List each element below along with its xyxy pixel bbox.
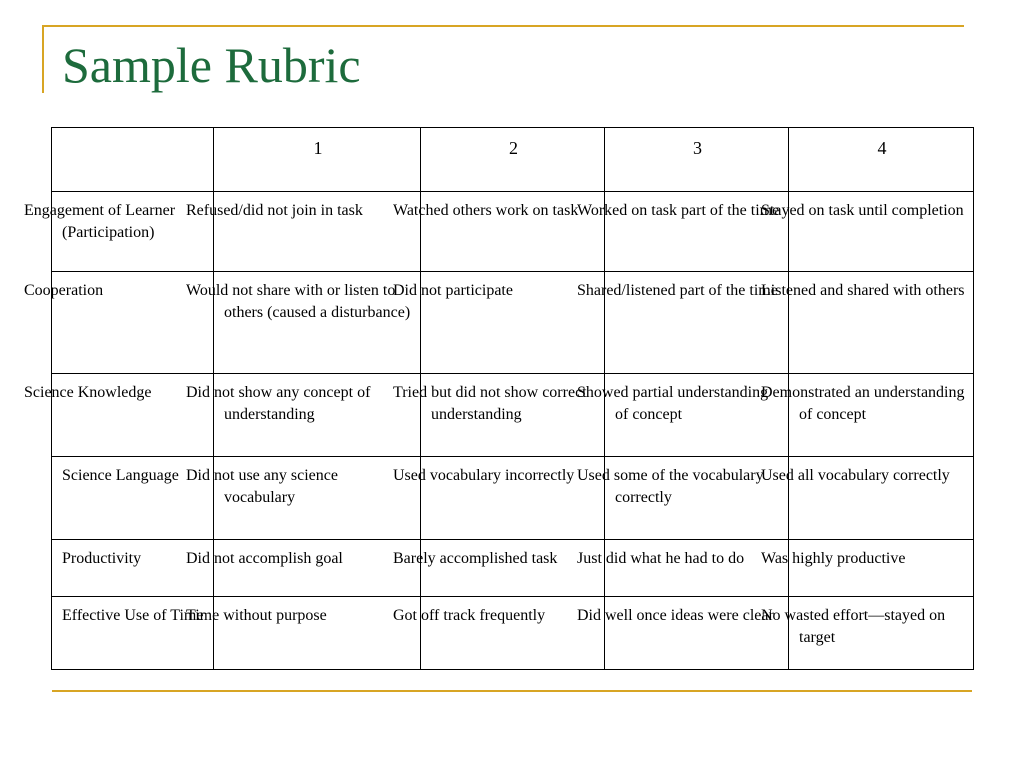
criterion-cell: Cooperation <box>52 272 214 374</box>
table-cell: Used some of the vocabulary correctly <box>605 457 789 540</box>
table-row <box>52 597 974 670</box>
table-cell: Would not share with or listen to others (caused a disturbance) <box>214 272 421 374</box>
table-cell: Used vocabulary incorrectly <box>421 457 605 540</box>
frame-left-rule <box>42 25 44 93</box>
table-cell: Did well once ideas were clear <box>605 597 789 670</box>
table-row <box>52 192 974 272</box>
table-cell: Demonstrated an understanding of concept <box>789 374 974 457</box>
table-cell: Shared/listened part of the time <box>605 272 789 374</box>
table-row <box>52 374 974 457</box>
table-cell: Was highly productive <box>789 540 974 597</box>
frame-bottom-rule <box>52 690 972 692</box>
header-cell-score-3: 3 <box>605 128 789 192</box>
criterion-cell: Science Language <box>52 457 214 540</box>
table-cell: Tried but did not show correct understanding <box>421 374 605 457</box>
header-cell-score-4: 4 <box>789 128 974 192</box>
table-row <box>52 540 974 597</box>
table-header-row <box>52 128 974 192</box>
table-cell: Did not participate <box>421 272 605 374</box>
table-row <box>52 272 974 374</box>
table-row <box>52 457 974 540</box>
criterion-cell: Science Knowledge <box>52 374 214 457</box>
table-cell: Listened and shared with others <box>789 272 974 374</box>
table-cell: Just did what he had to do <box>605 540 789 597</box>
header-cell-score-1: 1 <box>214 128 421 192</box>
header-cell-blank <box>52 128 214 192</box>
table-cell: Did not accomplish goal <box>214 540 421 597</box>
header-cell-score-2: 2 <box>421 128 605 192</box>
table-cell: Used all vocabulary correctly <box>789 457 974 540</box>
table-cell: No wasted effort—stayed on target <box>789 597 974 670</box>
table-cell: Barely accomplished task <box>421 540 605 597</box>
table-cell: Did not show any concept of understanding <box>214 374 421 457</box>
criterion-cell: Effective Use of Time <box>52 597 214 670</box>
frame-top-rule <box>42 25 964 27</box>
table-cell: Refused/did not join in task <box>214 192 421 272</box>
table-cell: Did not use any science vocabulary <box>214 457 421 540</box>
table-cell: Showed partial understanding of concept <box>605 374 789 457</box>
table-cell: Got off track frequently <box>421 597 605 670</box>
criterion-cell: Productivity <box>52 540 214 597</box>
criterion-cell: Engagement of Learner (Participation) <box>52 192 214 272</box>
rubric-table <box>24 127 974 670</box>
table-cell: Stayed on task until completion <box>789 192 974 272</box>
table-cell: Time without purpose <box>214 597 421 670</box>
slide-title: Sample Rubric <box>62 37 361 93</box>
table-cell: Worked on task part of the time <box>605 192 789 272</box>
table-cell: Watched others work on task <box>421 192 605 272</box>
